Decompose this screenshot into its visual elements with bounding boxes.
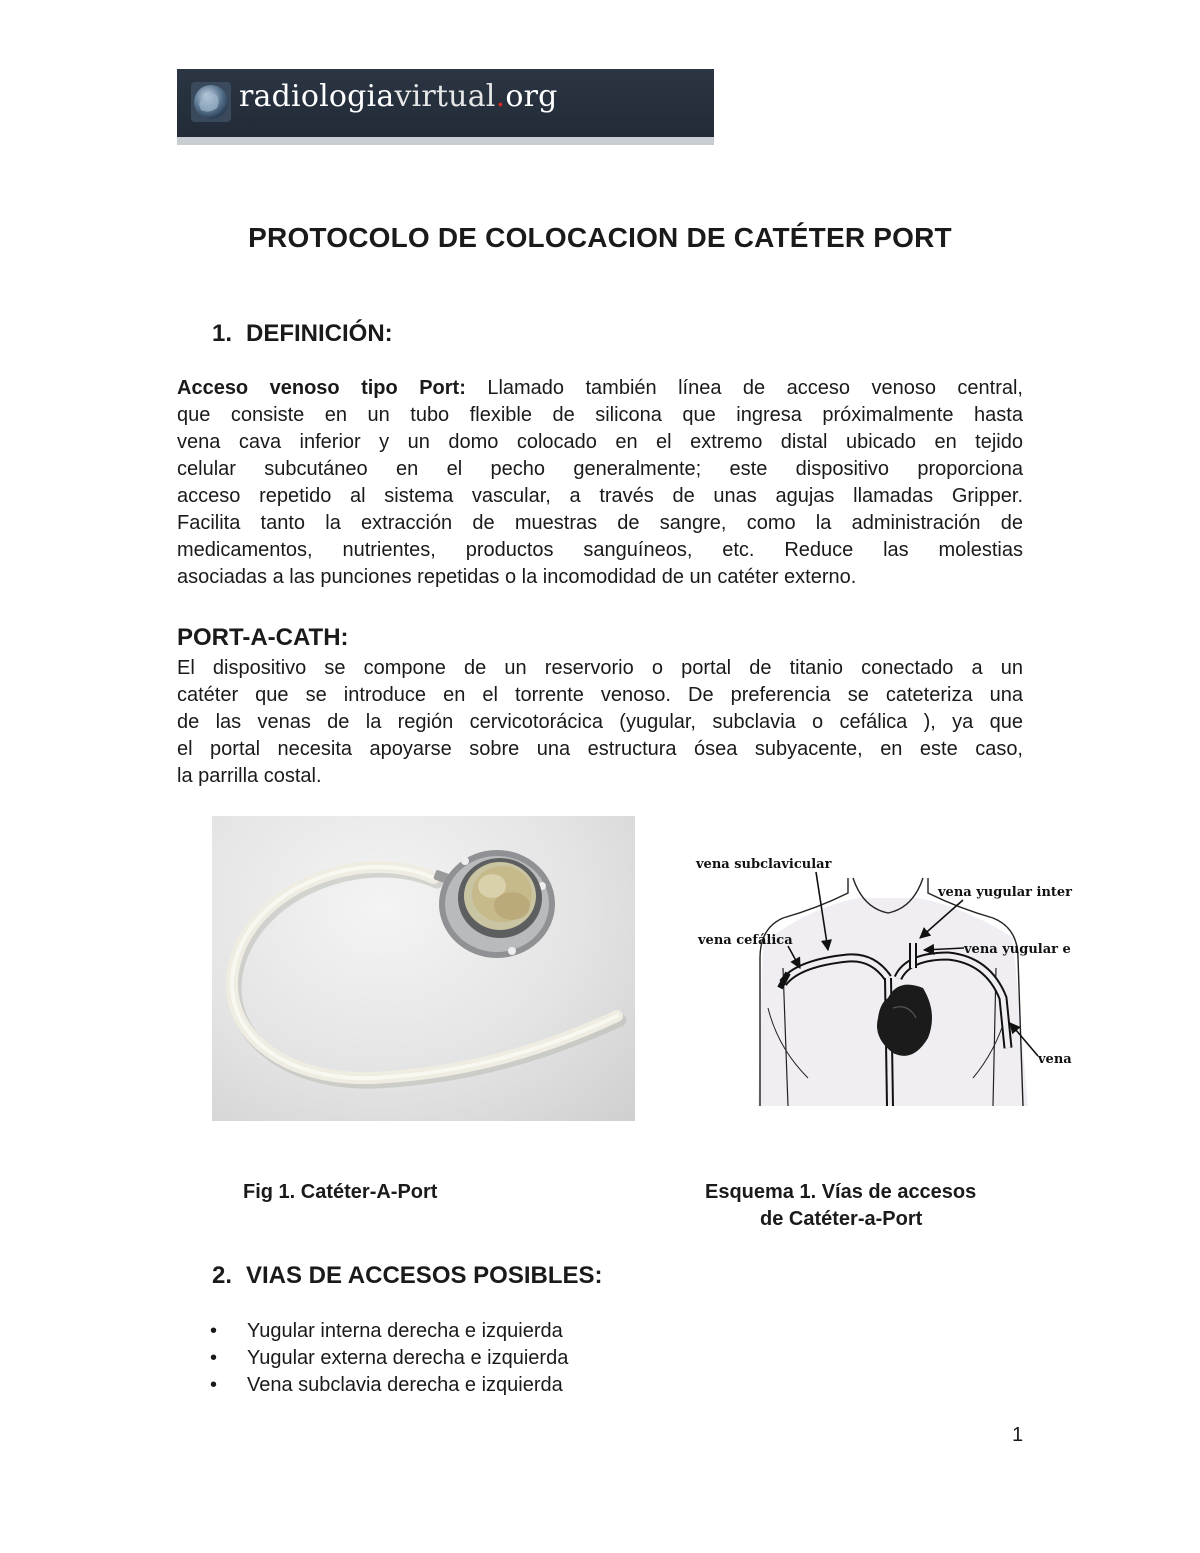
section-1-number: 1.	[212, 320, 233, 347]
list-item: • Yugular externa derecha e izquierda	[210, 1345, 568, 1372]
portacath-line: catéter que se introduce en el torrente venoso. De preferencia se cateteriza una	[177, 684, 1023, 706]
esquema1-caption-line2: de Catéter-a-Port	[760, 1208, 923, 1230]
bullet-icon: •	[210, 1374, 218, 1396]
esquema1-caption-line1: Esquema 1. Vías de accesos	[705, 1181, 977, 1203]
definition-line: asociadas a las punciones repetidas o la incomodidad de un catéter externo.	[177, 566, 857, 588]
portacath-line: la parrilla costal.	[177, 765, 322, 787]
catheter-port-photo	[212, 816, 635, 1121]
portacath-line: El dispositivo se compone de un reservorio o portal de titanio conectado a un	[177, 657, 1023, 679]
list-item: • Yugular interna derecha e izquierda	[210, 1318, 568, 1345]
label-vena-cefalica: vena cefálica	[698, 933, 793, 948]
portacath-heading: PORT-A-CATH:	[177, 624, 349, 651]
page-title: PROTOCOLO DE COLOCACION DE CATÉTER PORT	[248, 222, 952, 253]
portacath-line: el portal necesita apoyarse sobre una estructura ósea subyacente, en este caso,	[177, 738, 1023, 760]
label-vena-yugular-interna: vena yugular inter	[938, 885, 1073, 900]
bullet-icon: •	[210, 1347, 218, 1369]
access-routes-list	[210, 1318, 568, 1399]
definition-line: que consiste en un tubo flexible de silicona que ingresa próximalmente hasta	[177, 404, 1023, 426]
section-2-number: 2.	[212, 1262, 233, 1289]
section-1-heading	[212, 320, 393, 348]
label-vena-subclavicular: vena subclavicular	[696, 857, 832, 872]
vein-access-diagram	[688, 838, 1076, 1106]
definition-lead: Acceso venoso tipo Port:	[177, 377, 466, 399]
site-banner	[177, 69, 714, 145]
section-2-heading	[212, 1262, 603, 1290]
definition-line: Facilita tanto la extracción de muestras de sangre, como la administración de	[177, 512, 1023, 534]
globe-logo-icon	[191, 82, 231, 122]
definition-line: vena cava inferior y un domo colocado en el extremo distal ubicado en tejido	[177, 431, 1023, 453]
label-vena-yugular-externa: vena yugular e	[964, 942, 1071, 957]
site-name: radiologiavirtual.org	[239, 79, 558, 114]
definition-line: acceso repetido al sistema vascular, a través de unas agujas llamadas Gripper.	[177, 485, 1023, 507]
definition-line: medicamentos, nutrientes, productos sanguíneos, etc. Reduce las molestias	[177, 539, 1023, 561]
section-2-title: VIAS DE ACCESOS POSIBLES:	[246, 1262, 603, 1289]
list-item: • Vena subclavia derecha e izquierda	[210, 1372, 568, 1399]
bullet-icon: •	[210, 1320, 218, 1342]
label-vena: vena	[1038, 1052, 1072, 1067]
portacath-paragraph	[177, 655, 1023, 790]
definition-line: Acceso venoso tipo Port: Llamado también línea de acceso venoso central,	[177, 377, 1023, 399]
fig1-caption: Fig 1. Catéter-A-Port	[243, 1181, 438, 1203]
page-number: 1	[1012, 1424, 1024, 1446]
vein-diagram-svg	[688, 838, 1076, 1106]
portacath-line: de las venas de la región cervicotorácica (yugular, subclavia o cefálica ), ya que	[177, 711, 1023, 733]
section-1-title: DEFINICIÓN:	[246, 320, 393, 347]
definition-paragraph	[177, 375, 1023, 591]
catheter-port-illustration	[212, 816, 635, 1121]
definition-line: celular subcutáneo en el pecho generalmente; este dispositivo proporciona	[177, 458, 1023, 480]
